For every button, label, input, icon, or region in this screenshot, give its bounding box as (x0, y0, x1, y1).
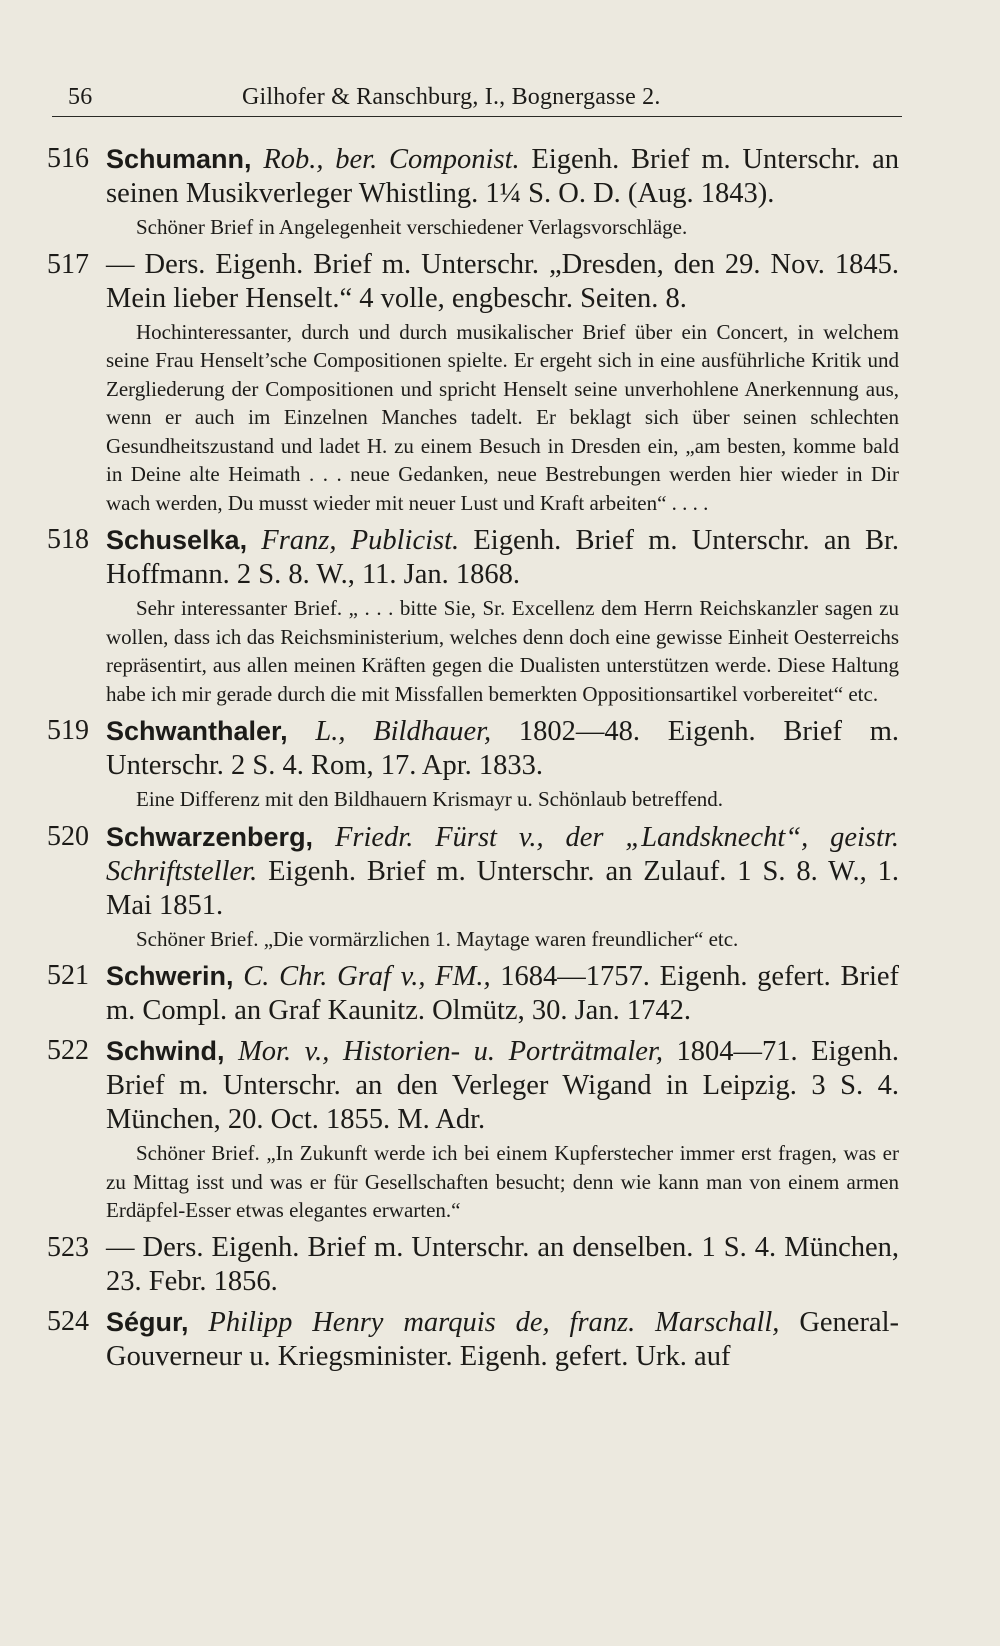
entry-role: L., Bildhauer, (315, 716, 492, 747)
entry-name: Schuselka, (106, 525, 248, 555)
catalog-entry (0, 142, 1000, 242)
entry-heading (106, 142, 899, 211)
catalog-entry (0, 714, 1000, 814)
catalog-entry (0, 1305, 1000, 1374)
entry-role: C. Chr. Graf v., FM., (243, 961, 491, 992)
page-number: 56 (68, 84, 93, 110)
catalog-entry (0, 820, 1000, 954)
entry-name: Schwarzenberg, (106, 821, 314, 852)
entry-number: 523 (47, 1231, 89, 1263)
entry-name: Ségur, (106, 1306, 189, 1337)
entry-name: Schwind, (106, 1036, 225, 1066)
entry-text: 1802—48. Eigenh. Brief m. Unterschr. 2 S. 4. Rom, 17. Apr. 1833. (106, 716, 900, 781)
catalog-entry (0, 1231, 1000, 1299)
entry-note: Schöner Brief. „In Zukunft werde ich bei einem Kupferstecher immer erst fragen, was er zu Mittag isst und was er für Gesellschaften besucht; denn wie kann man von einem armen Erdäpfel-Esser etwas elegantes erwarten.“ (106, 1141, 899, 1222)
entry-name: Schwanthaler, (106, 716, 288, 746)
entry-number: 521 (47, 960, 89, 991)
entry-text: Eigenh. Brief m. Unterschr. an Zulauf. 1 S. 8. W., 1. Mai 1851. (106, 855, 900, 921)
entry-list (0, 142, 1000, 1380)
entry-number: 520 (47, 820, 89, 852)
entry-heading (106, 248, 899, 316)
entry-text: 1684—1757. Eigenh. gefert. Brief m. Compl. an Graf Kaunitz. Olmütz, 30. Jan. 1742. (106, 961, 900, 1026)
entry-number: 518 (47, 524, 89, 555)
entry-heading (106, 714, 899, 783)
entry-role: Rob., ber. Componist. (263, 144, 520, 175)
page-header (52, 76, 902, 117)
entry-number: 516 (47, 143, 89, 174)
entry-text: — Ders. Eigenh. Brief m. Unterschr. „Dresden, den 29. Nov. 1845. Mein lieber Henselt.“ 4 volle, engbeschr. Seiten. 8. (106, 248, 899, 314)
entry-heading (106, 1231, 899, 1299)
entry-number: 517 (47, 248, 89, 280)
entry-note: Schöner Brief in Angelegenheit verschiedener Verlagsvorschläge. (136, 215, 688, 239)
entry-text: Eigenh. Brief m. Unterschr. an Br. Hoffmann. 2 S. 8. W., 11. Jan. 1868. (106, 525, 900, 590)
entry-name: Schumann, (106, 144, 252, 174)
catalog-entry (0, 1034, 1000, 1225)
entry-heading (106, 959, 899, 1028)
entry-number: 522 (47, 1035, 89, 1066)
entry-note: Sehr interessanter Brief. „ . . . bitte Sie, Sr. Excellenz dem Herrn Reichskanzler sagen zu wollen, dass ich das Reichsministerium, welches denn doch eine gewisse Einheit Oesterreichs repräsentirt, aus allen meinen Kräften gegen die Dualisten unterstützen werde. Diese Haltung habe ich mir gerade durch die mit Missfallen bemerkten Oppositionsartikel vorbereitet“ etc. (106, 596, 899, 706)
entry-note: Hochinteressanter, durch und durch musikalischer Brief über ein Concert, in welchem seine Frau Henselt’sche Compositionen spielte. Er ergeht sich in eine ausführliche Kritik und Zergliederung der Compositionen und spricht Henselt seine unverhohlene Anerkennung aus, wenn er auch im Einzelnen Manches tadelt. Er beklagt sich über seinen schlechten Gesundheitszustand und ladet H. zu einem Besuch in Dresden ein, „am besten, komme bald in Deine alte Heimath . . . neue Gedanken, neue Bestrebungen werden hier wieder in Dir wach werden, Du musst wieder mit neuer Lust und Kraft arbeiten“ . . . . (106, 319, 899, 515)
entry-text: — Ders. Eigenh. Brief m. Unterschr. an denselben. 1 S. 4. München, 23. Febr. 1856. (106, 1231, 899, 1297)
entry-note: Eine Differenz mit den Bildhauern Krismayr u. Schönlaub betreffend. (136, 787, 724, 811)
entry-heading (106, 820, 899, 923)
running-title: Gilhofer & Ranschburg, I., Bognergasse 2. (242, 84, 661, 110)
catalog-entry (0, 959, 1000, 1028)
entry-heading (106, 523, 899, 592)
entry-heading (106, 1305, 899, 1374)
entry-text: General-Gouverneur u. Kriegsminister. Eigenh. gefert. Urk. auf (106, 1306, 899, 1372)
entry-text: 1804—71. Eigenh. Brief m. Unterschr. an den Verleger Wigand in Leipzig. 3 S. 4. München, 20. Oct. 1855. M. Adr. (106, 1036, 900, 1135)
entry-role: Friedr. Fürst v., der „Landsknecht“, geistr. Schriftsteller. (106, 821, 899, 887)
entry-role: Franz, Publicist. (261, 525, 460, 556)
entry-note: Schöner Brief. „Die vormärzlichen 1. Maytage waren freundlicher“ etc. (136, 926, 739, 951)
catalog-entry (0, 248, 1000, 518)
entry-number: 519 (47, 715, 89, 746)
catalog-entry (0, 523, 1000, 708)
entry-heading (106, 1034, 899, 1137)
entry-number: 524 (47, 1305, 89, 1337)
entry-text: Eigenh. Brief m. Unterschr. an seinen Musikverleger Whistling. 1¼ S. O. D. (Aug. 1843). (106, 144, 900, 209)
entry-name: Schwerin, (106, 961, 234, 991)
entry-role: Philipp Henry marquis de, franz. Marschall, (208, 1306, 780, 1338)
entry-role: Mor. v., Historien- u. Porträtmaler, (238, 1036, 663, 1067)
